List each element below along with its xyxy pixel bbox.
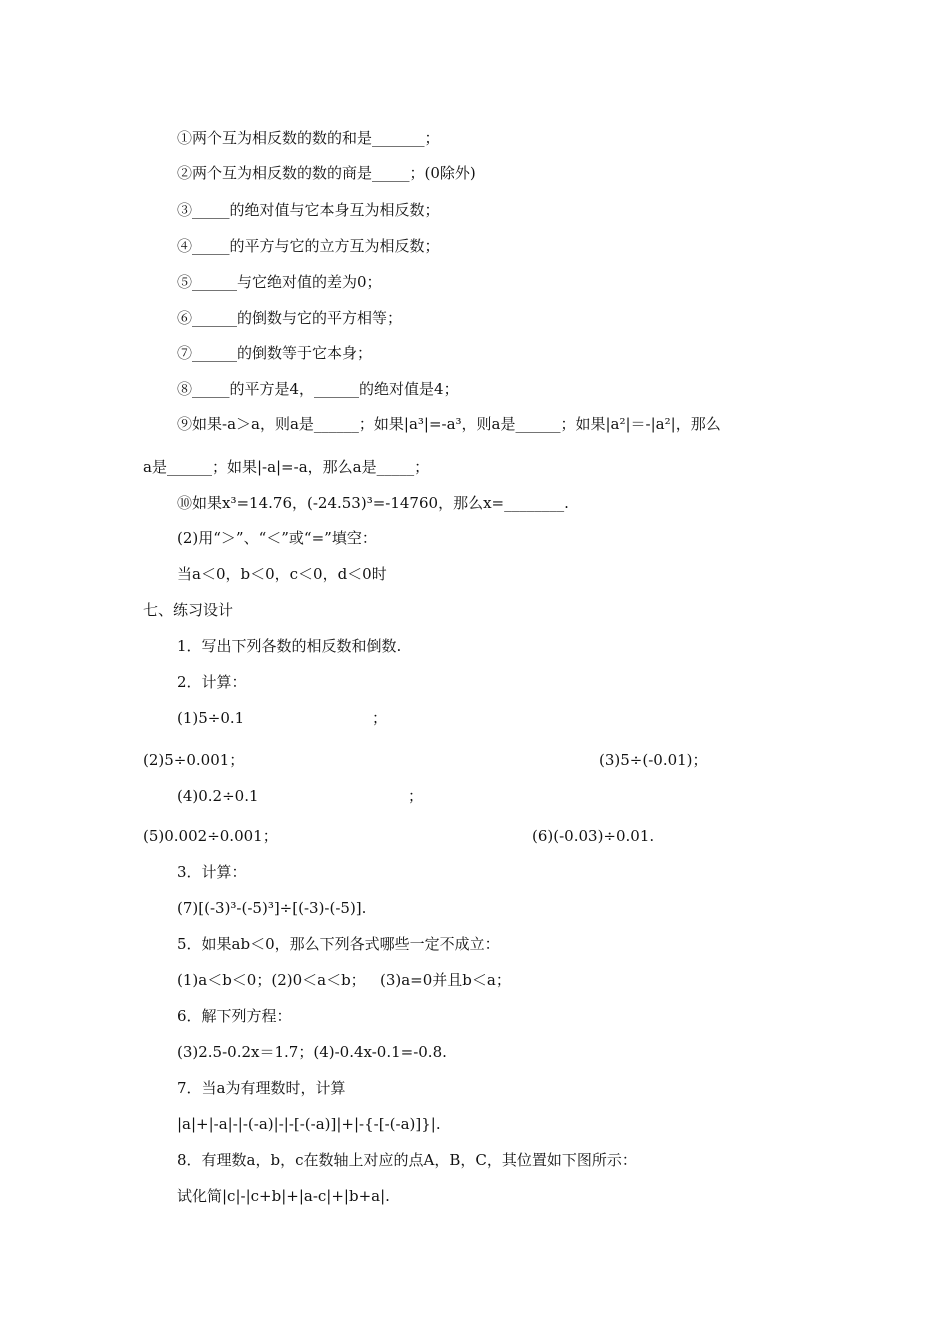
calc-item-1-semicolon: ； [372, 709, 388, 727]
compare-fill-instruction: (2)用“＞”、“＜”或“=”填空： [177, 529, 377, 547]
exercise-7: 7．当a为有理数时，计算 [177, 1079, 346, 1097]
section-heading: 七、练习设计 [143, 601, 234, 619]
exercise-1: 1．写出下列各数的相反数和倒数. [177, 637, 402, 655]
blank-item-1: ①两个互为相反数的数的和是_______； [177, 129, 440, 147]
calc-item-4-semicolon: ； [408, 787, 424, 805]
blank-item-9-continued: a是______；如果|-a|=-a，那么a是_____； [143, 458, 430, 476]
exercise-6: 6．解下列方程： [177, 1007, 292, 1025]
blank-item-2: ②两个互为相反数的数的商是_____；(0除外) [177, 164, 476, 182]
calc-item-5: (5)0.002÷0.001； [143, 827, 278, 845]
exercise-7-expression: |a|+|-a|-|-(-a)|-|-[-(-a)]|+|-{-[-(-a)]}|. [177, 1115, 441, 1133]
exercise-6-equations: (3)2.5-0.2x＝1.7；(4)-0.4x-0.1=-0.8. [177, 1043, 447, 1061]
blank-item-10: ⑩如果x³=14.76，(-24.53)³=-14760，那么x=________. [177, 494, 569, 512]
compare-condition: 当a＜0，b＜0，c＜0，d＜0时 [177, 565, 387, 583]
exercise-3: 3．计算： [177, 863, 247, 881]
blank-item-9: ⑨如果-a＞a，则a是______；如果|a³|=-a³，则a是______；如果|a²|＝-|a²|，那么 [177, 415, 721, 433]
blank-item-8: ⑧_____的平方是4，______的绝对值是4； [177, 380, 459, 398]
blank-item-6: ⑥______的倒数与它的平方相等； [177, 309, 403, 327]
exercise-2: 2．计算： [177, 673, 247, 691]
calc-item-3: (3)5÷(-0.01)； [599, 751, 708, 769]
calc-item-1: (1)5÷0.1 [177, 709, 245, 727]
blank-item-7: ⑦______的倒数等于它本身； [177, 344, 373, 362]
blank-item-3: ③_____的绝对值与它本身互为相反数； [177, 201, 440, 219]
blank-item-4: ④_____的平方与它的立方互为相反数； [177, 237, 440, 255]
exercise-5: 5．如果ab＜0，那么下列各式哪些一定不成立： [177, 935, 500, 953]
exercise-8: 8．有理数a，b，c在数轴上对应的点A，B，C，其位置如下图所示： [177, 1151, 637, 1169]
calc-item-2: (2)5÷0.001； [143, 751, 245, 769]
blank-item-5: ⑤______与它绝对值的差为0； [177, 273, 382, 291]
exercise-5-options: (1)a＜b＜0；(2)0＜a＜b； (3)a=0并且b＜a； [177, 971, 511, 989]
exercise-8-expression: 试化简|c|-|c+b|+|a-c|+|b+a|. [177, 1187, 390, 1205]
calc-item-4: (4)0.2÷0.1 [177, 787, 259, 805]
calc-item-7: (7)[(-3)³-(-5)³]÷[(-3)-(-5)]. [177, 899, 367, 917]
calc-item-6: (6)(-0.03)÷0.01. [532, 827, 655, 845]
